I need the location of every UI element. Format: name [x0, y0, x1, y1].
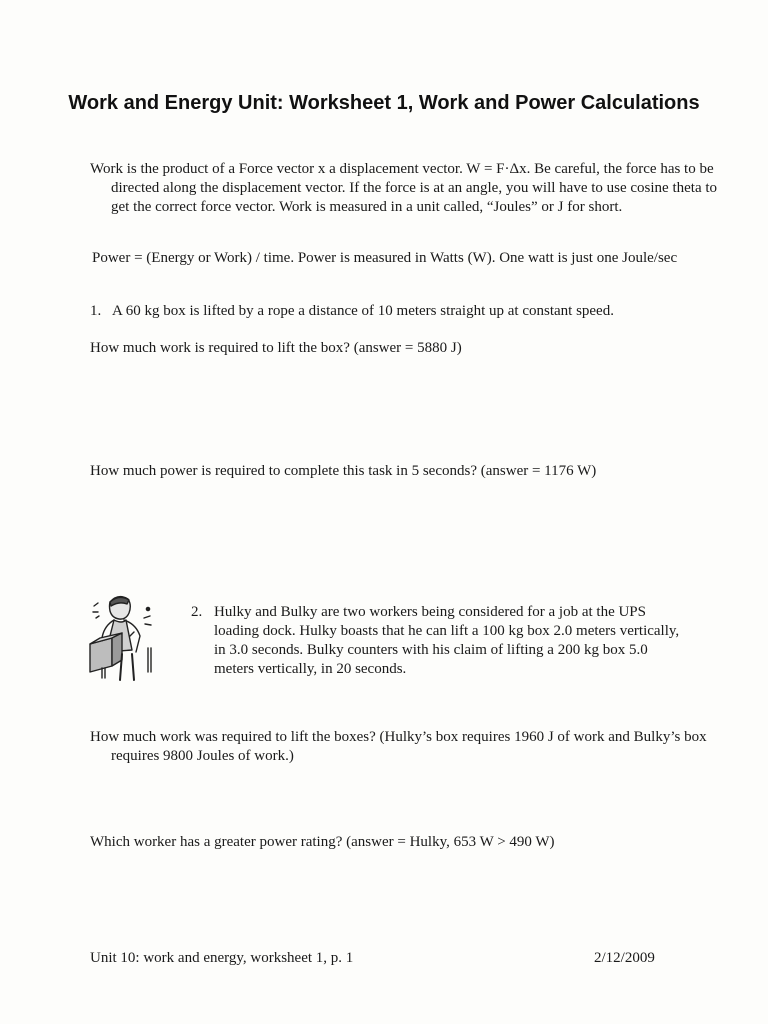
question-2-text: Hulky and Bulky are two workers being considered for a job at the UPS loading dock. Hulky boasts that he can lift a 100 kg box 2.0 meters vertically, in 3.0 seconds. Bulky counters with his claim of lifting a 200 kg box 5.0 meters vertically, in 20 seconds.: [214, 604, 680, 677]
question-2-number: 2.: [191, 604, 203, 620]
footer-unit-label: Unit 10: work and energy, worksheet 1, p. 1: [90, 950, 354, 966]
question-1-part-a: How much work is required to lift the box? (answer = 5880 J): [90, 340, 462, 356]
intro-power-paragraph: Power = (Energy or Work) / time. Power is measured in Watts (W). One watt is just one Joule/sec: [92, 250, 678, 266]
question-1-part-b: How much power is required to complete this task in 5 seconds? (answer = 1176 W): [90, 463, 597, 479]
question-2-part-a: How much work was required to lift the boxes? (Hulky’s box requires 1960 J of work and Bulky’s box requires 9800 Joules of work.): [90, 729, 707, 764]
question-1-number: 1.: [90, 303, 102, 319]
intro-work-paragraph: Work is the product of a Force vector x a displacement vector. W = F·Δx. Be careful, the force has to be directed along the displacement vector. If the force is at an angle, you will have to use cosine theta to get the correct force vector. Work is measured in a unit called, “Joules” or J for short.: [90, 161, 718, 215]
footer-date: 2/12/2009: [594, 950, 655, 966]
question-1-text: A 60 kg box is lifted by a rope a distance of 10 meters straight up at constant speed.: [112, 303, 614, 319]
question-2-part-b: Which worker has a greater power rating? (answer = Hulky, 653 W > 490 W): [90, 834, 555, 850]
page-title: Work and Energy Unit: Worksheet 1, Work and Power Calculations: [68, 92, 700, 114]
worker-lifting-box-icon: [84, 584, 166, 684]
